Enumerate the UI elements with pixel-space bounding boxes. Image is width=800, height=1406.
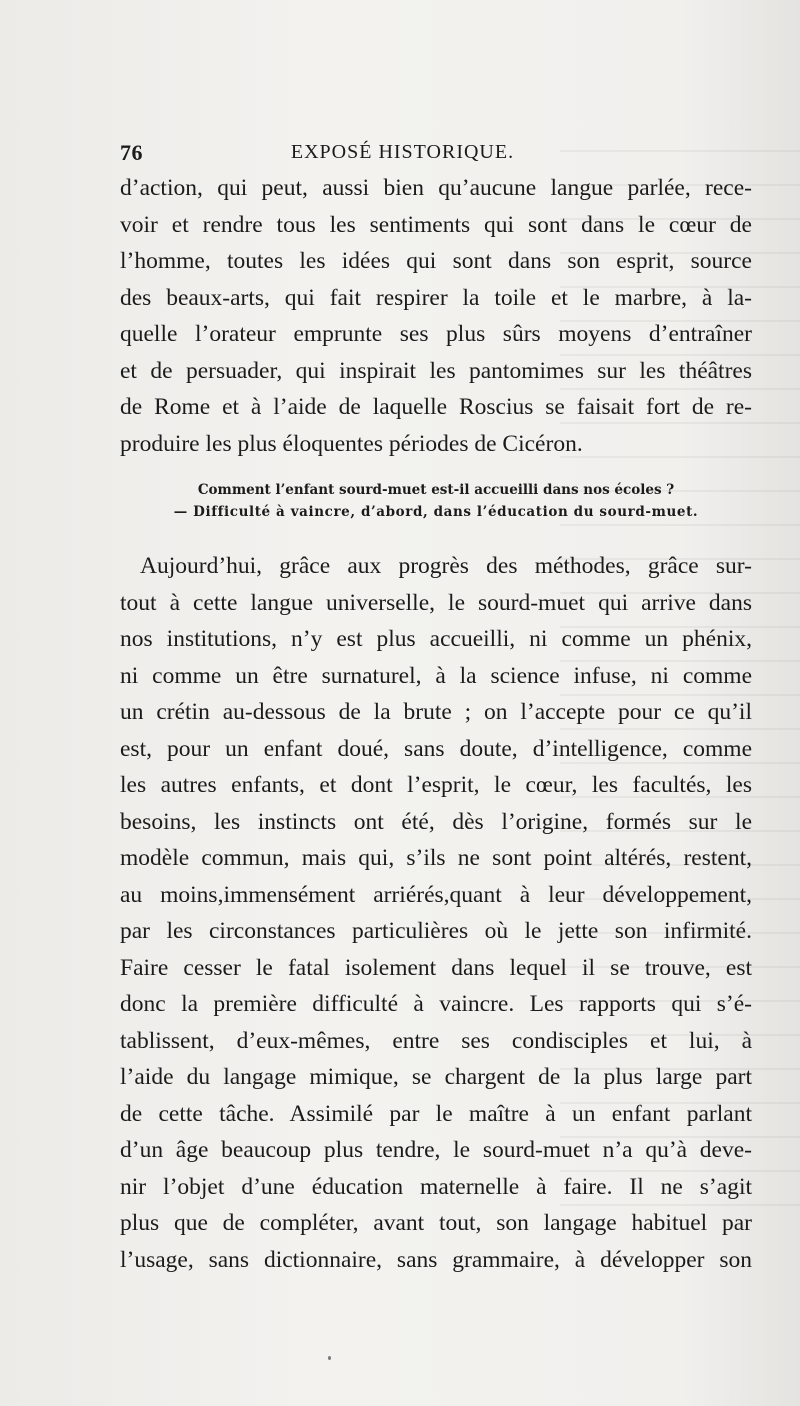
text-line: de cette tâche. Assimilé par le maître à un enfant parlant bbox=[120, 1100, 752, 1127]
text-line: voir et rendre tous les sentiments qui sont dans le cœur de bbox=[120, 211, 752, 238]
page-number: 76 bbox=[120, 140, 143, 165]
page-header bbox=[120, 140, 685, 170]
section-heading-line-2: — Difficulté à vaincre, d’abord, dans l’éducation du sourd-muet. bbox=[173, 504, 699, 520]
text-line: l’usage, sans dictionnaire, sans grammaire, à développer son bbox=[120, 1246, 752, 1273]
text-line: et de persuader, qui inspirait les pantomimes sur les théâtres bbox=[120, 357, 752, 384]
text-line: produire les plus éloquentes périodes de Cicéron. bbox=[120, 430, 583, 457]
text-line: tout à cette langue universelle, le sourd-muet qui arrive dans bbox=[120, 589, 752, 616]
text-line: est, pour un enfant doué, sans doute, d’intelligence, comme bbox=[120, 735, 752, 762]
text-line: d’un âge beaucoup plus tendre, le sourd-muet n’a qu’à deve- bbox=[120, 1137, 752, 1163]
section-heading-line-1: Comment l’enfant sourd-muet est-il accueilli dans nos écoles ? bbox=[197, 482, 675, 498]
text-line: quelle l’orateur emprunte ses plus sûrs moyens d’entraîner bbox=[120, 321, 752, 347]
ink-speck bbox=[328, 1356, 331, 1360]
paragraph-2 bbox=[120, 548, 752, 1278]
text-line: nos institutions, n’y est plus accueilli, ni comme un phénix, bbox=[120, 626, 752, 652]
text-line: besoins, les instincts ont été, dès l’origine, formés sur le bbox=[120, 808, 752, 835]
running-title: EXPOSÉ HISTORIQUE. bbox=[290, 141, 515, 163]
text-line: au moins,immensément arriérés,quant à leur développement, bbox=[120, 881, 752, 908]
text-line: des beaux-arts, qui fait respirer la toile et le marbre, à la- bbox=[120, 284, 752, 311]
text-line: de Rome et à l’aide de laquelle Roscius se faisait fort de re- bbox=[120, 394, 752, 420]
text-line: l’homme, toutes les idées qui sont dans son esprit, source bbox=[120, 248, 752, 274]
text-line: Aujourd’hui, grâce aux progrès des méthodes, grâce sur- bbox=[140, 553, 752, 579]
text-line: d’action, qui peut, aussi bien qu’aucune langue parlée, rece- bbox=[120, 175, 752, 201]
text-line: modèle commun, mais qui, s’ils ne sont point altérés, restent, bbox=[120, 845, 752, 871]
text-line: tablissent, d’eux-mêmes, entre ses condisciples et lui, à bbox=[120, 1027, 752, 1054]
text-line: plus que de compléter, avant tout, son langage habituel par bbox=[120, 1210, 752, 1236]
text-line: l’aide du langage mimique, se chargent de la plus large part bbox=[120, 1064, 752, 1090]
text-line: les autres enfants, et dont l’esprit, le cœur, les facultés, les bbox=[120, 772, 752, 798]
text-line: donc la première difficulté à vaincre. Les rapports qui s’é- bbox=[120, 991, 752, 1017]
text-line: par les circonstances particulières où le jette son infirmité. bbox=[120, 918, 752, 944]
text-line: un crétin au-dessous de la brute ; on l’accepte pour ce qu’il bbox=[120, 699, 752, 725]
text-line: ni comme un être surnaturel, à la science infuse, ni comme bbox=[120, 662, 752, 689]
text-line: nir l’objet d’une éducation maternelle à faire. Il ne s’agit bbox=[120, 1173, 752, 1200]
text-line: Faire cesser le fatal isolement dans lequel il se trouve, est bbox=[120, 954, 752, 981]
paragraph-1 bbox=[120, 170, 752, 462]
